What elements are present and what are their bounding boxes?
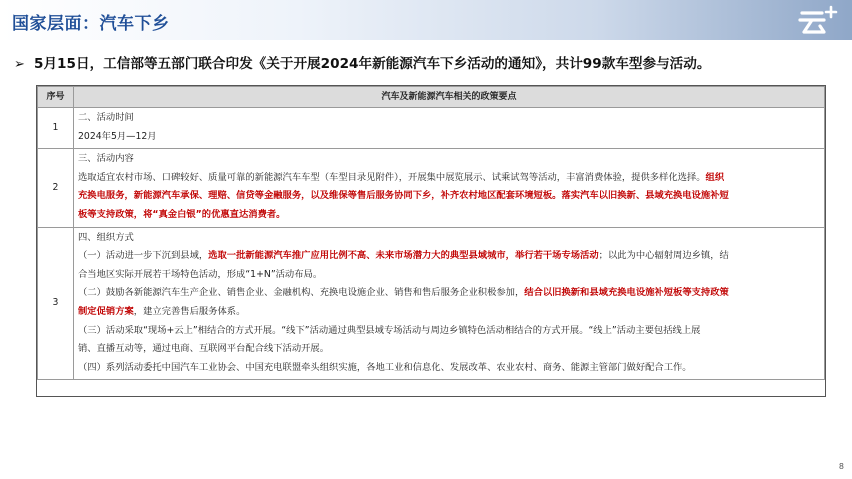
table-row (38, 108, 825, 149)
policy-line (78, 169, 820, 188)
policy-cell (74, 149, 825, 227)
table-header-row (38, 87, 825, 108)
policy-text: （三）活动采取“现场+云上”相结合的方式开展。“线下”活动通过典型县域专场活动与周边乡镇特色活动相结合的方式开展。“线上”活动主要包括线上展 (78, 324, 701, 336)
policy-cell (74, 227, 825, 380)
policy-line (78, 303, 820, 322)
table-body (38, 108, 825, 380)
policy-text: 四、组织方式 (78, 231, 134, 243)
policy-text: 二、活动时间 (78, 112, 134, 123)
policy-table (37, 86, 825, 380)
table-row (38, 149, 825, 227)
emphasis-text: 结合以旧换新和县域充换电设施补短板等支持政策 (524, 287, 729, 299)
policy-text: （四）系列活动委托中国汽车工业协会、中国充电联盟牵头组织实施，各地工业和信息化、发展改革、农业农村、商务、能源主管部门做好配合工作。 (78, 361, 692, 373)
logo-icon (798, 4, 838, 36)
policy-text: 三、活动内容 (78, 153, 134, 165)
policy-text: 销、直播互动等，通过电商、互联网平台配合线下活动开展。 (78, 343, 330, 355)
policy-text: （一）活动进一步下沉到县域， (78, 250, 209, 262)
emphasis-text: 板等支持政策，将“真金白银”的优惠直达消费者。 (78, 208, 286, 220)
row-number: 3 (38, 227, 74, 380)
policy-line (78, 322, 820, 341)
policy-cell (74, 108, 825, 149)
policy-text: 2024年5月—12月 (78, 130, 157, 142)
headline-text: 5月15日，工信部等五部门联合印发《关于开展2024年新能源汽车下乡活动的通知》，共计99款车型参与活动。 (34, 56, 711, 72)
policy-line (78, 266, 820, 285)
policy-line (78, 206, 820, 225)
column-header-policy: 汽车及新能源汽车相关的政策要点 (74, 87, 825, 108)
policy-line (78, 284, 820, 303)
emphasis-text: 选取一批新能源汽车推广应用比例不高、未来市场潜力大的典型县域城市，举行若干场专场活动 (208, 250, 599, 262)
policy-text: 选取适宜农村市场、口碑较好、质量可靠的新能源汽车车型（车型目录见附件），开展集中展览展示、试乘试驾等活动，丰富消费体验，提供多样化选择。 (78, 171, 706, 183)
policy-text: ，建立完善售后服务体系。 (133, 305, 246, 317)
policy-line (78, 340, 820, 359)
page-title: 国家层面：汽车下乡 (12, 14, 170, 34)
row-number: 2 (38, 149, 74, 227)
row-number: 1 (38, 108, 74, 149)
emphasis-text: 制定促销方案 (78, 305, 134, 317)
policy-line (78, 128, 820, 147)
policy-line (78, 247, 820, 266)
arrow-bullet-icon: ➢ (14, 57, 25, 72)
page-number: 8 (838, 462, 844, 471)
policy-line (78, 150, 820, 169)
table-row (38, 227, 825, 380)
policy-line (78, 187, 820, 206)
policy-line (78, 229, 820, 248)
emphasis-text: 充换电服务，新能源汽车承保、理赔、信贷等金融服务，以及维保等售后服务协同下乡，补齐农村地区配套环境短板。落实汽车以旧换新、县域充换电设施补短 (78, 190, 729, 202)
policy-text: （二）鼓励各新能源汽车生产企业、销售企业、金融机构、充换电设施企业、销售和售后服务企业积极参加， (78, 287, 525, 299)
policy-text: 合当地区实际开展若干场特色活动，形成“1+N”活动布局。 (78, 268, 323, 280)
policy-line (78, 359, 820, 378)
policy-text: ；以此为中心辐射周边乡镇，结 (598, 250, 729, 262)
policy-line (78, 109, 820, 128)
headline (14, 52, 844, 72)
emphasis-text: 组织 (705, 171, 725, 183)
column-header-index: 序号 (38, 87, 74, 108)
